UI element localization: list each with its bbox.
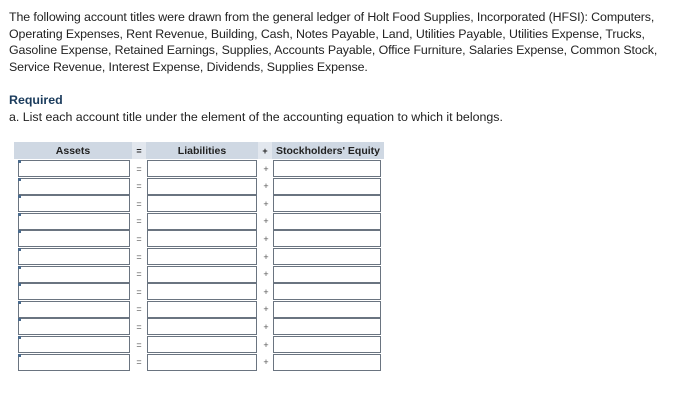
equity-input[interactable] [273, 195, 381, 212]
equals-sign: = [136, 251, 142, 262]
equals-sign: = [136, 321, 142, 332]
equity-input[interactable] [273, 354, 381, 371]
liabilities-header: Liabilities [146, 142, 258, 159]
plus-sign: + [263, 339, 269, 350]
liabilities-input[interactable] [147, 230, 257, 247]
equity-input[interactable] [273, 178, 381, 195]
equity-input[interactable] [273, 266, 381, 283]
equity-input[interactable] [273, 213, 381, 230]
equals-sign: = [136, 163, 142, 174]
liabilities-input[interactable] [147, 178, 257, 195]
plus-sign: + [263, 321, 269, 332]
equals-sign: = [136, 269, 142, 280]
plus-sign: + [263, 233, 269, 244]
equals-sign: = [136, 339, 142, 350]
assets-input[interactable] [18, 301, 130, 318]
liabilities-input[interactable] [147, 195, 257, 212]
equals-header: = [132, 142, 146, 159]
equals-sign: = [136, 216, 142, 227]
plus-sign: + [263, 198, 269, 209]
liabilities-input[interactable] [147, 283, 257, 300]
equity-input[interactable] [273, 318, 381, 335]
plus-sign: + [263, 286, 269, 297]
accounting-equation-table [14, 142, 384, 382]
plus-sign: + [263, 304, 269, 315]
equals-sign: = [136, 233, 142, 244]
question-instruction: a. List each account title under the element of the accounting equation to which it belongs. [9, 110, 503, 124]
assets-input[interactable] [18, 266, 130, 283]
equity-input[interactable] [273, 336, 381, 353]
equals-sign: = [136, 286, 142, 297]
plus-header: + [258, 142, 272, 159]
assets-header: Assets [14, 142, 132, 159]
liabilities-input[interactable] [147, 354, 257, 371]
assets-input[interactable] [18, 178, 130, 195]
plus-sign: + [263, 181, 269, 192]
equity-input[interactable] [273, 230, 381, 247]
liabilities-input[interactable] [147, 318, 257, 335]
assets-input[interactable] [18, 318, 130, 335]
assets-input[interactable] [18, 213, 130, 230]
assets-input[interactable] [18, 230, 130, 247]
plus-sign: + [263, 163, 269, 174]
liabilities-input[interactable] [147, 336, 257, 353]
equals-sign: = [136, 181, 142, 192]
liabilities-input[interactable] [147, 160, 257, 177]
assets-input[interactable] [18, 283, 130, 300]
assets-input[interactable] [18, 160, 130, 177]
required-label: Required [9, 93, 63, 107]
liabilities-input[interactable] [147, 301, 257, 318]
assets-input[interactable] [18, 195, 130, 212]
plus-sign: + [263, 269, 269, 280]
equity-input[interactable] [273, 248, 381, 265]
equity-input[interactable] [273, 160, 381, 177]
liabilities-input[interactable] [147, 266, 257, 283]
question-intro: The following account titles were drawn from the general ledger of Holt Food Supplies, Incorporated (HFSI): Computers, Operating Expenses, Rent Revenue, Building, Cash, Notes Payable, Land, Utilities Payable, Utilities Expense, Trucks, Gasoline Expense, Retained Earnings, Supplies, Accounts Payable, Office Furniture, Salaries Expense, Common Stock, Service Revenue, Interest Expense, Dividends, Supplies Expense. [9, 10, 658, 74]
liabilities-input[interactable] [147, 213, 257, 230]
equity-input[interactable] [273, 301, 381, 318]
assets-input[interactable] [18, 336, 130, 353]
liabilities-input[interactable] [147, 248, 257, 265]
plus-sign: + [263, 357, 269, 368]
plus-sign: + [263, 216, 269, 227]
equity-input[interactable] [273, 283, 381, 300]
assets-input[interactable] [18, 248, 130, 265]
plus-sign: + [263, 251, 269, 262]
equals-sign: = [136, 304, 142, 315]
equals-sign: = [136, 198, 142, 209]
equals-sign: = [136, 357, 142, 368]
assets-input[interactable] [18, 354, 130, 371]
equity-header: Stockholders' Equity [272, 142, 384, 159]
